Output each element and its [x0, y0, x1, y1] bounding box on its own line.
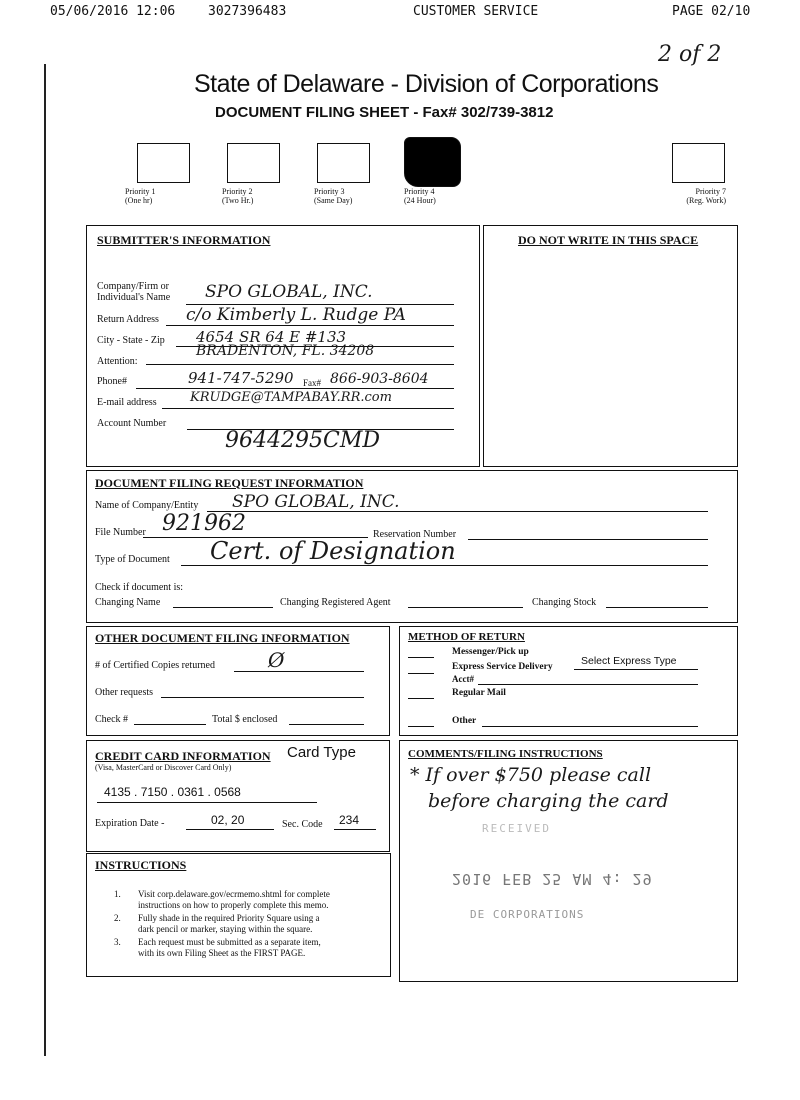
account-label: Account Number: [97, 418, 167, 429]
page-subtitle: DOCUMENT FILING SHEET - Fax# 302/739-3812: [215, 104, 554, 121]
card-note: (Visa, MasterCard or Discover Card Only): [95, 763, 232, 772]
changing-name-label: Changing Name: [95, 597, 161, 608]
email-value[interactable]: KRUDGE@TAMPABAY.RR.com: [190, 390, 392, 405]
phone-value[interactable]: 941-747-5290: [188, 369, 294, 387]
acct-label: Acct#: [452, 674, 474, 684]
fax-number: 3027396483: [208, 4, 287, 19]
instruction-3: Each request must be submitted as a separate item, with its own Filing Sheet as the FIRST PAGE.: [138, 937, 321, 958]
total-line[interactable]: [289, 724, 364, 725]
priority-1-label: Priority 1 (One hr): [125, 187, 156, 205]
doc-type-line: [181, 565, 708, 566]
comments-line-2[interactable]: before charging the card: [428, 790, 669, 812]
other-checkline[interactable]: [408, 726, 434, 727]
changing-name-line[interactable]: [173, 607, 273, 608]
expiration-label: Expiration Date -: [95, 818, 165, 829]
instructions-heading: INSTRUCTIONS: [95, 858, 187, 872]
instruction-2: Fully shade in the required Priority Square using a dark pencil or marker, staying within the square.: [138, 913, 320, 934]
comments-heading: COMMENTS/FILING INSTRUCTIONS: [408, 748, 603, 760]
card-type-label: Card Type: [287, 744, 356, 761]
total-label: Total $ enclosed: [212, 714, 278, 725]
priority-3-checkbox[interactable]: [317, 143, 370, 183]
changing-stock-line[interactable]: [606, 607, 708, 608]
card-separator: .: [134, 785, 141, 799]
sec-code-line: [334, 829, 376, 830]
changing-agent-line[interactable]: [408, 607, 523, 608]
copies-line: [234, 671, 364, 672]
received-stamp-division: DE CORPORATIONS: [470, 908, 585, 921]
phone-line: [136, 388, 454, 389]
city-value-2[interactable]: BRADENTON, FL. 34208: [196, 343, 375, 359]
messenger-label: Messenger/Pick up: [452, 647, 529, 657]
card-number-part-1: 4135: [104, 785, 131, 799]
changing-agent-label: Changing Registered Agent: [280, 597, 391, 608]
email-label: E-mail address: [97, 397, 157, 408]
priority-2-checkbox[interactable]: [227, 143, 280, 183]
instruction-1: Visit corp.delaware.gov/ecrmemo.shtml for complete instructions on how to properly complete this memo.: [138, 889, 330, 910]
express-label: Express Service Delivery: [452, 662, 553, 672]
return-value[interactable]: c/o Kimberly L. Rudge PA: [186, 305, 406, 325]
credit-card-heading: CREDIT CARD INFORMATION: [95, 749, 271, 763]
sec-code-value[interactable]: 234: [339, 813, 360, 827]
other-return-line[interactable]: [482, 726, 698, 727]
return-label: Return Address: [97, 314, 159, 325]
expiration-separator: ,: [224, 813, 232, 827]
fax-label: Fax#: [303, 378, 321, 388]
request-company-label: Name of Company/Entity: [95, 500, 199, 511]
card-separator: .: [170, 785, 178, 799]
other-doc-heading: OTHER DOCUMENT FILING INFORMATION: [95, 631, 350, 645]
received-stamp-text: RECEIVED: [482, 822, 551, 835]
other-return-label: Other: [452, 716, 477, 726]
priority-4-label: Priority 4 (24 Hour): [404, 187, 436, 205]
return-line: [166, 325, 454, 326]
request-company-value[interactable]: SPO GLOBAL, INC.: [232, 492, 400, 512]
priority-7-label: Priority 7 (Reg. Work): [686, 187, 726, 205]
check-doc-label: Check if document is:: [95, 582, 184, 593]
card-number-part-3: 0361: [177, 785, 205, 799]
sec-code-label: Sec. Code: [282, 819, 323, 830]
fax-department: CUSTOMER SERVICE: [413, 4, 539, 19]
city-label: City - State - Zip: [97, 335, 165, 346]
request-heading: DOCUMENT FILING REQUEST INFORMATION: [95, 476, 364, 490]
comments-line-1[interactable]: * If over $750 please call: [410, 764, 652, 786]
file-number-label: File Number: [95, 527, 146, 538]
messenger-checkline[interactable]: [408, 657, 434, 658]
express-checkline[interactable]: [408, 673, 434, 674]
reservation-line: [468, 539, 708, 540]
page-margin-line: [44, 64, 46, 1056]
do-not-write-section: [483, 225, 738, 467]
method-heading: METHOD OF RETURN: [408, 631, 525, 643]
fax-page: PAGE 02/10: [672, 4, 751, 19]
other-requests-line[interactable]: [161, 697, 364, 698]
other-requests-label: Other requests: [95, 687, 154, 698]
priority-4-checkbox-filled[interactable]: [404, 137, 461, 187]
city-value-1[interactable]: 4654 SR 64 E #133: [196, 328, 347, 346]
do-not-write-heading: DO NOT WRITE IN THIS SPACE: [518, 233, 699, 247]
attention-label: Attention:: [97, 356, 138, 367]
company-value[interactable]: SPO GLOBAL, INC.: [205, 282, 373, 302]
instruction-3-number: 3.: [114, 937, 121, 947]
card-number-line: [97, 802, 317, 803]
express-type-line[interactable]: [574, 669, 698, 670]
check-number-label: Check #: [95, 714, 129, 725]
fax-value[interactable]: 866-903-8604: [330, 371, 429, 387]
changing-stock-label: Changing Stock: [532, 597, 597, 608]
company-label: Company/Firm or Individual's Name: [97, 281, 171, 303]
reservation-label: Reservation Number: [373, 529, 457, 540]
expiration-line: [186, 829, 274, 830]
card-number-part-4: 0568: [214, 785, 241, 799]
check-number-line[interactable]: [134, 724, 206, 725]
acct-line[interactable]: [478, 684, 698, 685]
page-note: 2 of 2: [658, 42, 722, 67]
card-number[interactable]: [104, 785, 241, 799]
expiration-year: 20: [231, 813, 245, 827]
expiration-value[interactable]: [211, 813, 244, 827]
copies-label: # of Certified Copies returned: [95, 660, 215, 671]
regular-mail-label: Regular Mail: [452, 688, 506, 698]
card-number-part-2: 7150: [140, 785, 168, 799]
select-express-label: Select Express Type: [581, 655, 677, 667]
priority-3-label: Priority 3 (Same Day): [314, 187, 353, 205]
expiration-month: 02: [211, 813, 225, 827]
doc-type-value[interactable]: Cert. of Designation: [210, 537, 456, 565]
page-title: State of Delaware - Division of Corporations: [194, 70, 659, 98]
instruction-2-number: 2.: [114, 913, 121, 923]
priority-1-checkbox[interactable]: [137, 143, 190, 183]
submitter-heading: SUBMITTER'S INFORMATION: [97, 233, 271, 247]
fax-datetime: 05/06/2016 12:06: [50, 4, 176, 19]
received-stamp-date: 2016 FEB 25 AM 4: 29: [452, 870, 653, 888]
regular-mail-checkline[interactable]: [408, 698, 434, 699]
copies-value[interactable]: Ø: [268, 648, 285, 672]
instruction-1-number: 1.: [114, 889, 121, 899]
attention-line: [146, 364, 454, 365]
priority-2-label: Priority 2 (Two Hr.): [222, 187, 254, 205]
email-line: [162, 408, 454, 409]
card-separator: .: [207, 785, 215, 799]
account-value[interactable]: 9644295CMD: [225, 428, 380, 453]
phone-label: Phone#: [97, 376, 127, 387]
doc-type-label: Type of Document: [95, 554, 170, 565]
priority-7-checkbox[interactable]: [672, 143, 725, 183]
file-number-value[interactable]: 921962: [162, 511, 246, 536]
